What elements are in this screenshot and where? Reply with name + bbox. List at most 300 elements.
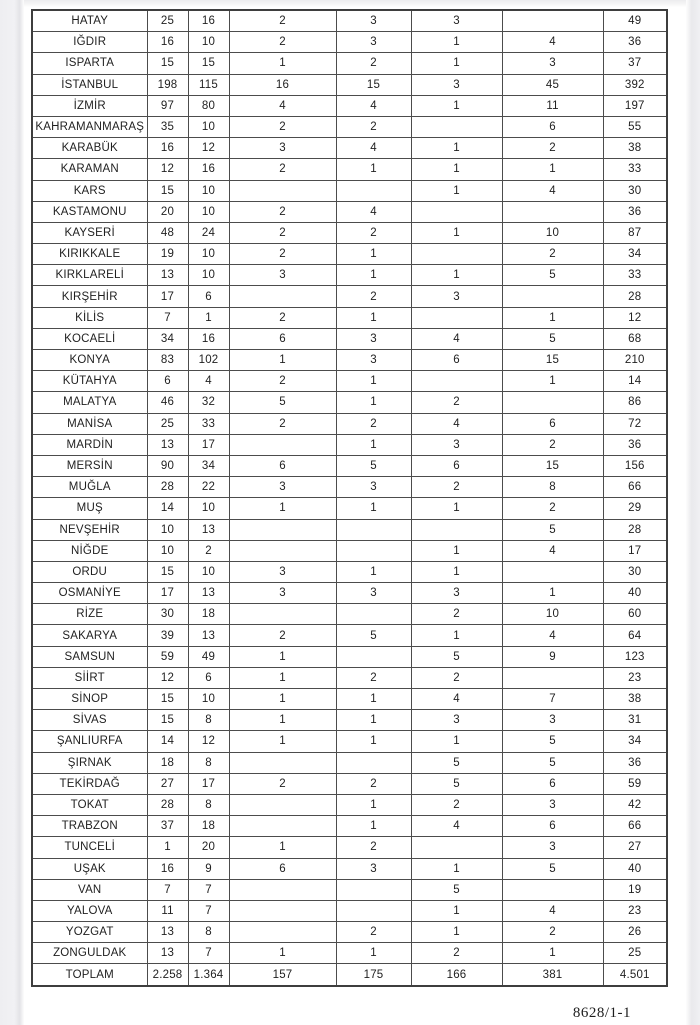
row-total-cell: 197	[603, 95, 667, 116]
value-cell: 1	[336, 731, 411, 752]
value-cell: 2	[229, 244, 336, 265]
value-cell: 3	[411, 710, 502, 731]
value-cell: 1	[229, 731, 336, 752]
table-row	[32, 816, 667, 837]
value-cell: 1	[229, 350, 336, 371]
row-total-cell: 42	[603, 794, 667, 815]
value-cell: 4	[502, 900, 603, 921]
value-cell: 8	[188, 794, 229, 815]
value-cell: 7	[147, 307, 188, 328]
value-cell: 20	[188, 837, 229, 858]
value-cell	[229, 816, 336, 837]
value-cell: 4	[336, 201, 411, 222]
value-cell: 5	[502, 265, 603, 286]
value-cell	[411, 116, 502, 137]
value-cell: 1	[336, 392, 411, 413]
value-cell	[229, 752, 336, 773]
province-name-cell: MERSİN	[32, 455, 147, 476]
value-cell: 1	[411, 180, 502, 201]
province-name-cell: MALATYA	[32, 392, 147, 413]
value-cell: 13	[147, 922, 188, 943]
row-total-cell: 30	[603, 561, 667, 582]
value-cell: 1	[502, 159, 603, 180]
value-cell	[411, 837, 502, 858]
value-cell: 6	[229, 328, 336, 349]
province-name-cell: TRABZON	[32, 816, 147, 837]
value-cell: 166	[411, 964, 502, 986]
row-total-cell: 36	[603, 434, 667, 455]
value-cell: 15	[502, 350, 603, 371]
row-total-cell: 34	[603, 731, 667, 752]
value-cell: 16	[229, 74, 336, 95]
value-cell: 13	[147, 265, 188, 286]
row-total-cell: 37	[603, 53, 667, 74]
value-cell: 16	[147, 32, 188, 53]
table-row	[32, 201, 667, 222]
value-cell: 102	[188, 350, 229, 371]
value-cell: 80	[188, 95, 229, 116]
table-row	[32, 900, 667, 921]
value-cell: 2	[502, 434, 603, 455]
value-cell	[502, 10, 603, 32]
value-cell: 10	[502, 604, 603, 625]
value-cell: 37	[147, 816, 188, 837]
value-cell: 1	[411, 222, 502, 243]
value-cell: 2	[229, 32, 336, 53]
value-cell	[336, 604, 411, 625]
province-name-cell: KIRŞEHİR	[32, 286, 147, 307]
value-cell: 1	[229, 837, 336, 858]
value-cell: 6	[229, 455, 336, 476]
row-total-cell: 40	[603, 583, 667, 604]
value-cell: 2	[229, 222, 336, 243]
province-name-cell: KAYSERİ	[32, 222, 147, 243]
value-cell: 1	[336, 710, 411, 731]
value-cell: 2	[336, 837, 411, 858]
value-cell: 2	[188, 540, 229, 561]
row-total-cell: 36	[603, 201, 667, 222]
row-total-cell: 33	[603, 265, 667, 286]
value-cell: 10	[147, 540, 188, 561]
value-cell: 381	[502, 964, 603, 986]
table-row	[32, 159, 667, 180]
table-row	[32, 540, 667, 561]
row-total-cell: 68	[603, 328, 667, 349]
table-row	[32, 307, 667, 328]
value-cell	[336, 646, 411, 667]
value-cell: 6	[411, 350, 502, 371]
value-cell: 1	[411, 159, 502, 180]
row-total-cell: 86	[603, 392, 667, 413]
value-cell: 1	[336, 244, 411, 265]
row-total-cell: 156	[603, 455, 667, 476]
value-cell: 2	[502, 498, 603, 519]
value-cell: 10	[188, 265, 229, 286]
table-row	[32, 477, 667, 498]
value-cell: 18	[147, 752, 188, 773]
value-cell: 1.364	[188, 964, 229, 986]
row-total-cell: 23	[603, 900, 667, 921]
value-cell: 6	[502, 773, 603, 794]
row-total-cell: 14	[603, 371, 667, 392]
value-cell: 1	[411, 265, 502, 286]
value-cell: 4	[411, 413, 502, 434]
table-row	[32, 710, 667, 731]
value-cell: 2	[229, 625, 336, 646]
table-row	[32, 583, 667, 604]
value-cell: 5	[336, 625, 411, 646]
province-name-cell: ISPARTA	[32, 53, 147, 74]
table-row	[32, 116, 667, 137]
row-total-cell: 34	[603, 244, 667, 265]
value-cell: 1	[336, 689, 411, 710]
value-cell: 22	[188, 477, 229, 498]
value-cell	[502, 201, 603, 222]
value-cell: 28	[147, 794, 188, 815]
value-cell: 10	[188, 201, 229, 222]
value-cell: 5	[411, 879, 502, 900]
table-row	[32, 244, 667, 265]
table-row	[32, 879, 667, 900]
value-cell: 157	[229, 964, 336, 986]
province-name-cell: TOKAT	[32, 794, 147, 815]
value-cell: 2	[411, 667, 502, 688]
value-cell: 2	[229, 201, 336, 222]
value-cell: 27	[147, 773, 188, 794]
value-cell	[336, 180, 411, 201]
value-cell: 15	[147, 180, 188, 201]
value-cell: 2	[336, 922, 411, 943]
value-cell: 10	[188, 32, 229, 53]
value-cell	[229, 286, 336, 307]
value-cell: 2	[336, 773, 411, 794]
value-cell: 33	[188, 413, 229, 434]
value-cell: 1	[336, 307, 411, 328]
value-cell: 1	[411, 32, 502, 53]
table-row	[32, 837, 667, 858]
value-cell: 1	[229, 710, 336, 731]
value-cell: 1	[411, 731, 502, 752]
province-name-cell: MUĞLA	[32, 477, 147, 498]
province-name-cell: KÜTAHYA	[32, 371, 147, 392]
value-cell: 4	[502, 540, 603, 561]
value-cell: 2	[502, 922, 603, 943]
value-cell	[502, 286, 603, 307]
province-name-cell: MARDİN	[32, 434, 147, 455]
row-total-cell: 210	[603, 350, 667, 371]
row-total-cell: 12	[603, 307, 667, 328]
value-cell: 1	[147, 837, 188, 858]
value-cell: 12	[188, 731, 229, 752]
table-body	[32, 10, 667, 986]
value-cell: 4	[336, 138, 411, 159]
province-name-cell: ZONGULDAK	[32, 943, 147, 964]
table-row	[32, 286, 667, 307]
value-cell: 6	[147, 371, 188, 392]
value-cell	[229, 900, 336, 921]
value-cell: 90	[147, 455, 188, 476]
value-cell: 83	[147, 350, 188, 371]
scan-edge-left	[0, 0, 24, 1025]
row-total-cell: 36	[603, 752, 667, 773]
value-cell: 25	[147, 10, 188, 32]
value-cell: 4	[502, 32, 603, 53]
value-cell: 1	[336, 159, 411, 180]
value-cell: 15	[147, 689, 188, 710]
province-name-cell: HATAY	[32, 10, 147, 32]
row-total-cell: 55	[603, 116, 667, 137]
value-cell: 17	[147, 583, 188, 604]
row-total-cell: 28	[603, 286, 667, 307]
table-row	[32, 180, 667, 201]
value-cell: 198	[147, 74, 188, 95]
value-cell: 1	[229, 667, 336, 688]
value-cell: 1	[188, 307, 229, 328]
value-cell	[229, 922, 336, 943]
value-cell: 3	[411, 434, 502, 455]
province-name-cell: ŞANLIURFA	[32, 731, 147, 752]
province-name-cell: KARAMAN	[32, 159, 147, 180]
row-total-cell: 29	[603, 498, 667, 519]
table-row	[32, 943, 667, 964]
value-cell: 16	[188, 328, 229, 349]
province-name-cell: SİİRT	[32, 667, 147, 688]
value-cell: 7	[188, 943, 229, 964]
value-cell: 1	[502, 583, 603, 604]
value-cell: 3	[229, 265, 336, 286]
value-cell: 4	[502, 180, 603, 201]
value-cell	[411, 201, 502, 222]
province-name-cell: SAMSUN	[32, 646, 147, 667]
province-statistics-table	[31, 9, 668, 987]
value-cell: 4	[411, 689, 502, 710]
value-cell: 15	[147, 561, 188, 582]
province-name-cell: SİNOP	[32, 689, 147, 710]
province-name-cell: İZMİR	[32, 95, 147, 116]
value-cell	[336, 900, 411, 921]
row-total-cell: 23	[603, 667, 667, 688]
value-cell: 1	[411, 498, 502, 519]
table-row	[32, 74, 667, 95]
table-row	[32, 498, 667, 519]
table-row	[32, 519, 667, 540]
province-name-cell: TEKİRDAĞ	[32, 773, 147, 794]
value-cell: 4	[229, 95, 336, 116]
province-name-cell: KARABÜK	[32, 138, 147, 159]
value-cell: 2	[411, 477, 502, 498]
value-cell: 1	[411, 922, 502, 943]
value-cell: 2	[411, 794, 502, 815]
value-cell: 1	[229, 646, 336, 667]
value-cell: 6	[188, 286, 229, 307]
value-cell: 1	[336, 943, 411, 964]
value-cell	[502, 561, 603, 582]
value-cell: 7	[147, 879, 188, 900]
table-row	[32, 858, 667, 879]
value-cell: 175	[336, 964, 411, 986]
value-cell: 3	[336, 10, 411, 32]
province-name-cell: KOCAELİ	[32, 328, 147, 349]
table-row	[32, 625, 667, 646]
value-cell: 7	[188, 879, 229, 900]
value-cell: 3	[336, 328, 411, 349]
value-cell: 25	[147, 413, 188, 434]
value-cell: 3	[502, 710, 603, 731]
value-cell: 39	[147, 625, 188, 646]
value-cell: 2	[336, 53, 411, 74]
value-cell: 2	[229, 159, 336, 180]
value-cell: 34	[147, 328, 188, 349]
table-row	[32, 455, 667, 476]
value-cell: 3	[502, 794, 603, 815]
value-cell: 1	[336, 371, 411, 392]
table-row	[32, 371, 667, 392]
value-cell: 8	[188, 752, 229, 773]
value-cell: 15	[502, 455, 603, 476]
value-cell: 8	[188, 710, 229, 731]
value-cell: 6	[502, 413, 603, 434]
value-cell: 2	[229, 307, 336, 328]
value-cell: 1	[411, 540, 502, 561]
value-cell: 15	[147, 53, 188, 74]
table-row	[32, 667, 667, 688]
table-row	[32, 392, 667, 413]
value-cell: 32	[188, 392, 229, 413]
value-cell: 5	[502, 858, 603, 879]
value-cell	[411, 371, 502, 392]
table-row	[32, 561, 667, 582]
value-cell: 18	[188, 816, 229, 837]
value-cell	[502, 392, 603, 413]
value-cell: 1	[411, 561, 502, 582]
value-cell: 9	[188, 858, 229, 879]
table-row	[32, 53, 667, 74]
value-cell: 15	[336, 74, 411, 95]
value-cell: 45	[502, 74, 603, 95]
row-total-cell: 38	[603, 138, 667, 159]
province-name-cell: KIRIKKALE	[32, 244, 147, 265]
row-total-cell: 59	[603, 773, 667, 794]
value-cell: 9	[502, 646, 603, 667]
value-cell: 16	[147, 138, 188, 159]
value-cell: 8	[502, 477, 603, 498]
table-row	[32, 773, 667, 794]
row-total-cell: 25	[603, 943, 667, 964]
value-cell: 3	[411, 74, 502, 95]
table-row	[32, 604, 667, 625]
value-cell: 1	[336, 561, 411, 582]
province-name-cell: KASTAMONU	[32, 201, 147, 222]
province-name-cell: RİZE	[32, 604, 147, 625]
value-cell: 1	[336, 434, 411, 455]
value-cell: 2	[502, 244, 603, 265]
value-cell: 13	[188, 625, 229, 646]
value-cell: 3	[502, 837, 603, 858]
row-total-cell: 392	[603, 74, 667, 95]
value-cell: 1	[411, 138, 502, 159]
value-cell: 3	[229, 583, 336, 604]
value-cell	[336, 540, 411, 561]
row-total-cell: 4.501	[603, 964, 667, 986]
value-cell	[229, 604, 336, 625]
table-row	[32, 646, 667, 667]
value-cell: 3	[336, 858, 411, 879]
value-cell: 2	[411, 392, 502, 413]
value-cell: 11	[147, 900, 188, 921]
value-cell: 3	[229, 138, 336, 159]
value-cell: 2	[502, 138, 603, 159]
province-name-cell: İSTANBUL	[32, 74, 147, 95]
value-cell	[229, 434, 336, 455]
province-name-cell: SAKARYA	[32, 625, 147, 646]
value-cell: 13	[188, 583, 229, 604]
value-cell: 6	[502, 116, 603, 137]
value-cell: 14	[147, 498, 188, 519]
value-cell	[336, 519, 411, 540]
row-total-cell: 28	[603, 519, 667, 540]
value-cell: 16	[147, 858, 188, 879]
value-cell: 5	[502, 519, 603, 540]
row-total-cell: 40	[603, 858, 667, 879]
value-cell: 7	[188, 900, 229, 921]
value-cell: 115	[188, 74, 229, 95]
value-cell: 10	[188, 180, 229, 201]
value-cell: 3	[336, 32, 411, 53]
province-name-cell: KONYA	[32, 350, 147, 371]
value-cell: 13	[147, 943, 188, 964]
value-cell: 8	[188, 922, 229, 943]
province-name-cell: KİLİS	[32, 307, 147, 328]
value-cell: 12	[147, 667, 188, 688]
row-total-cell: 123	[603, 646, 667, 667]
value-cell: 3	[336, 583, 411, 604]
table-row	[32, 328, 667, 349]
value-cell: 12	[188, 138, 229, 159]
row-total-cell: 33	[603, 159, 667, 180]
province-name-cell: YOZGAT	[32, 922, 147, 943]
value-cell: 5	[502, 752, 603, 773]
value-cell: 59	[147, 646, 188, 667]
table-row	[32, 752, 667, 773]
value-cell: 10	[188, 244, 229, 265]
value-cell: 2	[229, 371, 336, 392]
value-cell: 15	[188, 53, 229, 74]
value-cell	[229, 879, 336, 900]
province-name-cell: TUNCELİ	[32, 837, 147, 858]
value-cell: 2	[336, 116, 411, 137]
value-cell: 16	[188, 159, 229, 180]
row-total-cell: 49	[603, 10, 667, 32]
table-row	[32, 222, 667, 243]
value-cell: 11	[502, 95, 603, 116]
value-cell: 2	[411, 604, 502, 625]
value-cell: 16	[188, 10, 229, 32]
province-name-cell: NİĞDE	[32, 540, 147, 561]
table-row	[32, 731, 667, 752]
scan-edge-top	[0, 0, 700, 7]
value-cell: 5	[411, 773, 502, 794]
row-total-cell: 72	[603, 413, 667, 434]
table-row	[32, 689, 667, 710]
value-cell: 30	[147, 604, 188, 625]
value-cell: 48	[147, 222, 188, 243]
value-cell	[502, 667, 603, 688]
value-cell: 1	[502, 371, 603, 392]
value-cell: 1	[336, 794, 411, 815]
province-name-cell: YALOVA	[32, 900, 147, 921]
row-total-cell: 27	[603, 837, 667, 858]
value-cell: 15	[147, 710, 188, 731]
